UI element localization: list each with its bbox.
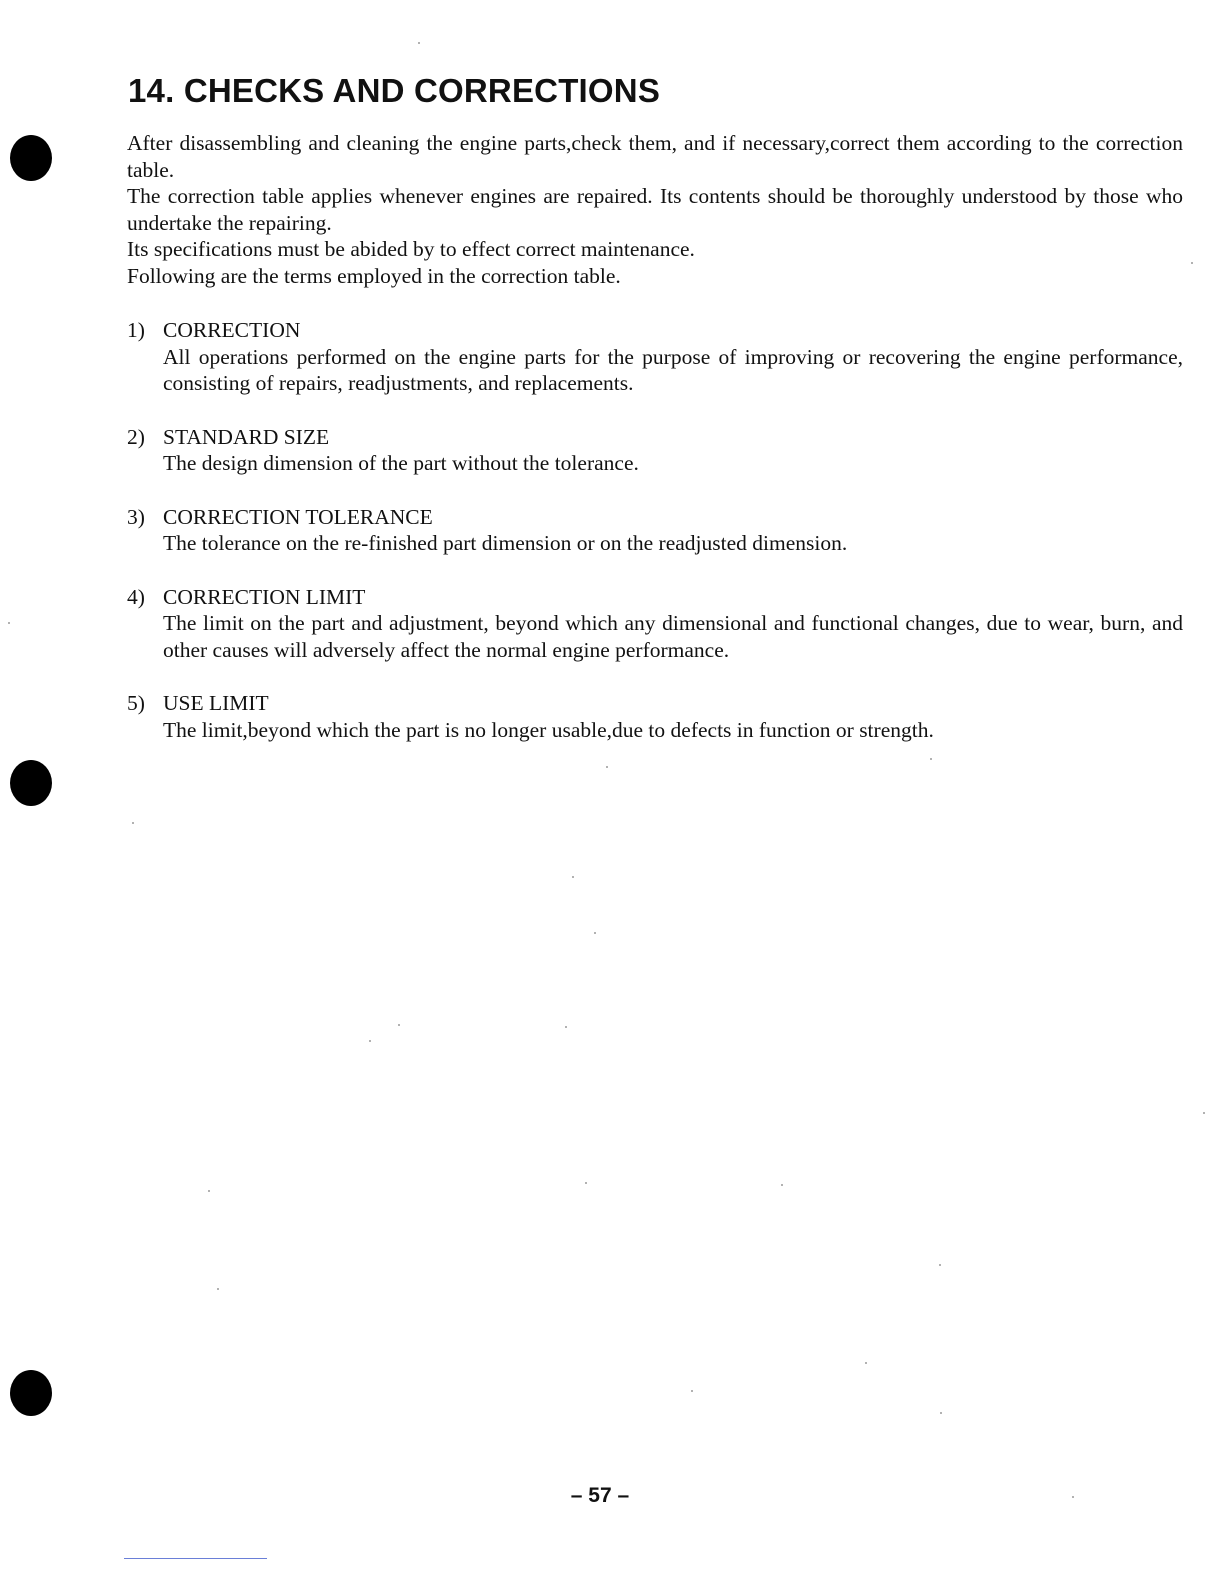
- term-item: [127, 424, 1183, 477]
- term-number: 4): [127, 584, 145, 609]
- intro-paragraphs: [127, 130, 1183, 289]
- footer-rule: [124, 1558, 267, 1559]
- term-number: 5): [127, 691, 145, 715]
- scan-speck: [606, 766, 608, 768]
- scan-speck: [8, 622, 10, 624]
- scan-speck: [1072, 1496, 1074, 1498]
- intro-line: Following are the terms employed in the correction table.: [127, 263, 621, 288]
- terms-list: [127, 317, 1183, 770]
- scan-speck: [940, 1412, 942, 1414]
- term-number: 1): [127, 318, 145, 342]
- term-item: [127, 504, 1183, 557]
- scan-speck: [132, 822, 134, 824]
- scan-speck: [585, 1182, 587, 1184]
- term-title: STANDARD SIZE: [163, 424, 330, 449]
- scan-speck: [369, 1040, 371, 1042]
- term-item: [127, 317, 1183, 397]
- scan-speck: [1203, 1112, 1205, 1114]
- intro-line: After disassembling and cleaning the engine parts,check them, and if necessary,correct them according to the correction table.: [127, 131, 1183, 182]
- scan-speck: [930, 758, 932, 760]
- term-description: The design dimension of the part without the tolerance.: [163, 451, 639, 475]
- intro-line: Its specifications must be abided by to effect correct maintenance.: [127, 237, 695, 261]
- scan-speck: [217, 1288, 219, 1290]
- term-item: [127, 584, 1183, 664]
- scan-speck: [939, 1264, 941, 1266]
- scan-speck: [572, 876, 574, 878]
- term-title: USE LIMIT: [163, 691, 269, 715]
- scan-speck: [398, 1024, 400, 1026]
- page-number: – 57 –: [570, 1484, 630, 1507]
- scan-speck: [781, 1184, 783, 1186]
- scan-speck: [418, 42, 420, 44]
- scan-speck: [594, 932, 596, 934]
- term-description: The limit,beyond which the part is no longer usable,due to defects in function or strength.: [163, 717, 934, 742]
- scan-speck: [565, 1026, 567, 1028]
- term-description: All operations performed on the engine parts for the purpose of improving or recovering the engine performance, consisting of repairs, readjustments, and replacements.: [163, 344, 1183, 395]
- punch-hole: [10, 760, 52, 806]
- section-heading: 14. CHECKS AND CORRECTIONS: [128, 72, 661, 109]
- scan-speck: [1191, 262, 1193, 264]
- scan-speck: [691, 1390, 693, 1392]
- term-description: The limit on the part and adjustment, beyond which any dimensional and functional changes, due to wear, burn, and other causes will adversely affect the normal engine performance.: [163, 611, 1183, 662]
- punch-hole: [10, 135, 52, 181]
- punch-hole: [10, 1370, 52, 1416]
- term-item: [127, 690, 1183, 743]
- term-title: CORRECTION LIMIT: [163, 584, 366, 609]
- scan-speck: [208, 1190, 210, 1192]
- intro-line: The correction table applies whenever engines are repaired. Its contents should be thoroughly understood by those who undertake the repairing.: [127, 184, 1183, 235]
- term-title: CORRECTION: [163, 318, 301, 342]
- scan-speck: [865, 1362, 867, 1364]
- term-number: 2): [127, 424, 145, 449]
- term-number: 3): [127, 504, 145, 529]
- term-title: CORRECTION TOLERANCE: [163, 504, 433, 529]
- term-description: The tolerance on the re-finished part dimension or on the readjusted dimension.: [163, 531, 848, 555]
